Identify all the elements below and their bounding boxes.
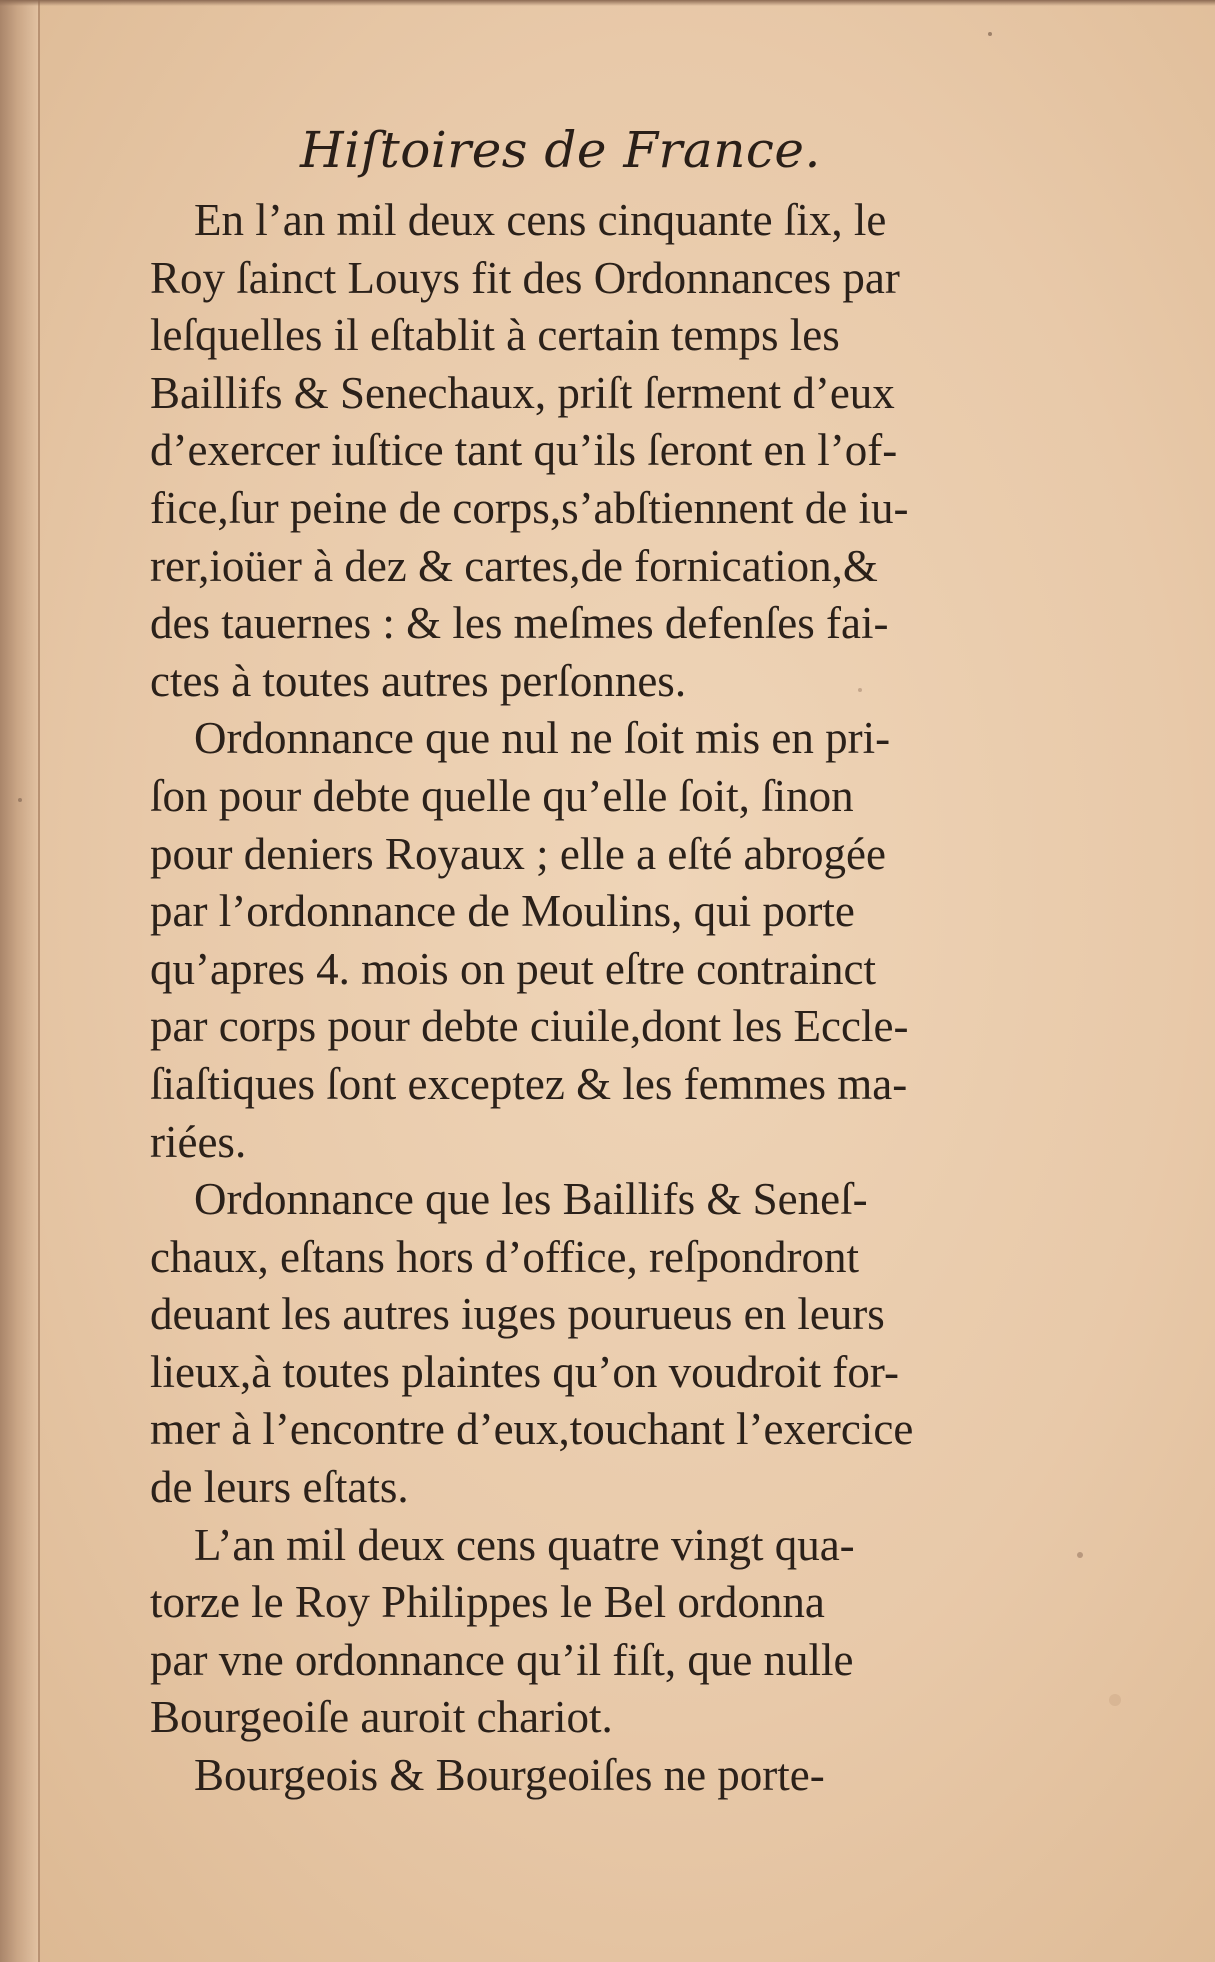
text-line: Bourgeois & Bourgeoiſes ne porte- [194,1750,825,1801]
text-line: Ordonnance que nul ne ſoit mis en pri- [194,713,891,764]
binding-edge [0,0,40,1962]
text-line: riées. [150,1116,247,1167]
text-line: par l’ordonnance de Moulins, qui porte [150,886,855,937]
paragraph [150,192,990,710]
text-line: Ordonnance que les Baillifs & Seneſ- [194,1174,868,1225]
text-line: de leurs eſtats. [150,1462,409,1513]
paragraph [150,1171,990,1517]
text-line: chaux, eſtans hors d’office, reſpondront [150,1231,859,1282]
text-line: lieux,à toutes plaintes qu’on voudroit for- [150,1346,899,1397]
text-line: torze le Roy Philippes le Bel ordonna [150,1577,825,1628]
text-line: mer à l’encontre d’eux,touchant l’exercice [150,1404,914,1455]
text-line: deuant les autres iuges pourueus en leurs [150,1289,885,1340]
text-line: ctes à toutes autres perſonnes. [150,655,687,706]
text-line: ſiaſtiques ſont exceptez & les femmes ma- [150,1058,908,1109]
text-line: des tauernes : & les meſmes defenſes fai- [150,598,889,649]
text-line: par vne ordonnance qu’il fiſt, que nulle [150,1634,854,1685]
text-line: d’exercer iuſtice tant qu’ils ſeront en l’of- [150,425,898,476]
text-line: Baillifs & Senechaux, priſt ſerment d’eux [150,367,895,418]
text-line: En l’an mil deux cens cinquante ſix, le [194,195,887,245]
text-line: leſquelles il eſtablit à certain temps les [150,310,840,361]
text-line: ſon pour debte quelle qu’elle ſoit, ſinon [150,770,854,821]
text-line: Bourgeoiſe auroit chariot. [150,1692,613,1743]
paragraph [150,710,990,1171]
text-line: Roy ſainct Louys fit des Ordonnances par [150,252,900,303]
text-line: rer,ioüer à dez & cartes,de fornication,& [150,540,878,591]
page-top-shadow [0,0,1215,6]
paragraph [150,1747,990,1805]
text-line: fice,ſur peine de corps,s’abſtiennent de iu- [150,482,909,533]
text-line: qu’apres 4. mois on peut eſtre contrainct [150,943,877,994]
text-line: L’an mil deux cens quatre vingt qua- [194,1519,855,1570]
running-head: Hiſtoires de France. [300,121,821,179]
paragraph [150,1517,990,1747]
text-line: par corps pour debte ciuile,dont les Eccle- [150,1001,909,1052]
body-text [150,192,990,1805]
text-line: pour deniers Royaux ; elle a eſté abrogée [150,828,886,879]
